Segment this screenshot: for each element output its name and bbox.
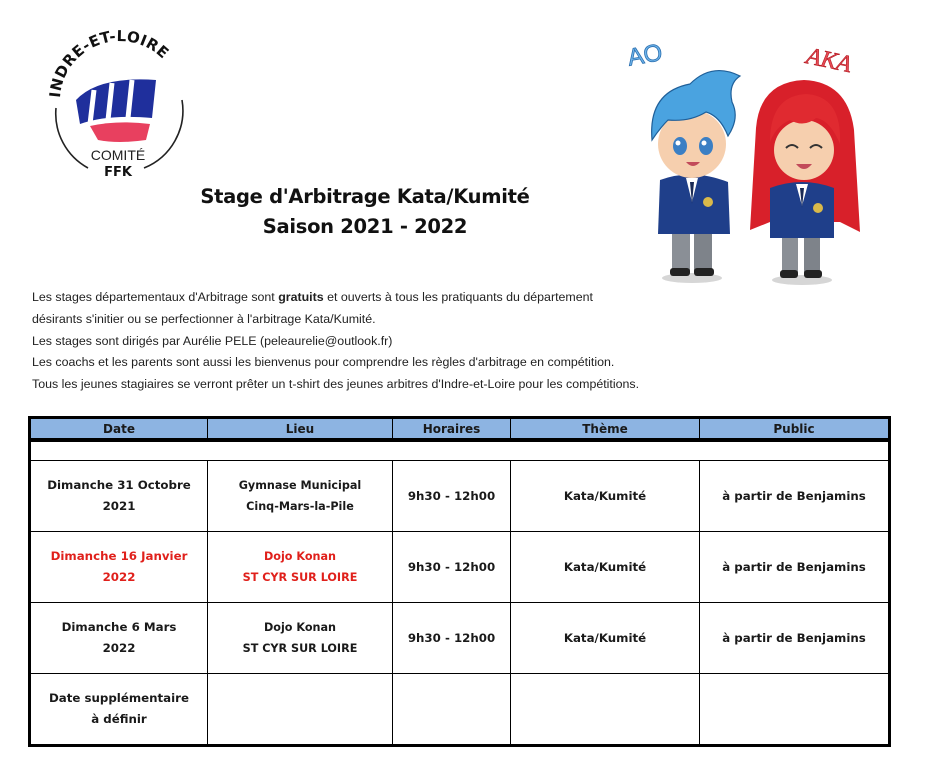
column-header-public: Public <box>700 418 890 441</box>
cell-theme: Kata/Kumité <box>511 532 700 603</box>
logo-graphic <box>38 28 198 186</box>
lieu-line-1: Dojo Konan <box>263 550 337 563</box>
cell-public: à partir de Benjamins <box>700 603 890 674</box>
logo-top-text: INDRE-ET-LOIRE <box>45 28 173 99</box>
ao-character <box>652 71 740 283</box>
lieu-line-1: Dojo Konan <box>263 621 337 634</box>
cell-theme: Kata/Kumité <box>511 461 700 532</box>
table-header-row <box>30 418 890 441</box>
date-line-2: à définir <box>91 712 147 726</box>
title-line-2: Saison 2021 - 2022 <box>262 215 468 238</box>
cell-date <box>30 603 208 674</box>
intro-line-5: Tous les jeunes stagiaires se verront prêter un t-shirt des jeunes arbitres d'Indre-et-Loire pour les compétitions. <box>32 377 640 392</box>
cell-lieu <box>208 603 393 674</box>
referees-illustration <box>620 32 880 290</box>
intro-line-1-start: Les stages départementaux d'Arbitrage sont <box>32 290 279 304</box>
fist-icon <box>76 79 156 142</box>
date-line-1: Dimanche 31 Octobre <box>47 478 191 492</box>
intro-line-1 <box>32 287 732 309</box>
cell-horaires: 9h30 - 12h00 <box>393 461 511 532</box>
lieu-line-1: Gymnase Municipal <box>238 479 362 492</box>
column-header-date: Date <box>30 418 208 441</box>
column-header-theme: Thème <box>511 418 700 441</box>
cell-public <box>700 674 890 746</box>
date-line-1: Dimanche 16 Janvier <box>50 549 188 563</box>
cell-theme: Kata/Kumité <box>511 603 700 674</box>
aka-label: AKA <box>804 43 854 79</box>
table-spacer-row <box>30 440 890 461</box>
cell-horaires: 9h30 - 12h00 <box>393 532 511 603</box>
intro-line-2: désirants s'initier ou se perfectionner à l'arbitrage Kata/Kumité. <box>32 311 376 326</box>
date-line-1: Date supplémentaire <box>48 691 189 705</box>
cell-date <box>30 674 208 746</box>
cell-date <box>30 461 208 532</box>
intro-bold-gratuits: gratuits <box>278 290 324 304</box>
cell-horaires <box>393 674 511 746</box>
ao-label: AO <box>625 39 665 72</box>
date-line-2: 2022 <box>102 570 136 584</box>
intro-line-1-end: et ouverts à tous les pratiquants du département <box>323 290 593 304</box>
date-line-2: 2022 <box>102 641 136 655</box>
cell-lieu <box>208 532 393 603</box>
page-title <box>160 182 570 242</box>
cell-lieu <box>208 461 393 532</box>
ao-aka-illustration <box>620 32 880 290</box>
aka-character <box>750 80 860 285</box>
cell-public: à partir de Benjamins <box>700 532 890 603</box>
date-line-1: Dimanche 6 Mars <box>61 620 177 634</box>
column-header-lieu: Lieu <box>208 418 393 441</box>
date-line-2: 2021 <box>102 499 136 513</box>
comite-ffk-logo <box>38 28 198 186</box>
table-row <box>30 674 890 746</box>
schedule-table <box>28 416 891 747</box>
lieu-line-2: ST CYR SUR LOIRE <box>242 571 358 584</box>
intro-line-3: Les stages sont dirigés par Aurélie PELE (peleaurelie@outlook.fr) <box>32 333 393 348</box>
logo-ffk-text: FFK <box>104 165 132 180</box>
cell-public: à partir de Benjamins <box>700 461 890 532</box>
logo-comite-text: COMITÉ <box>90 147 146 163</box>
intro-line-4: Les coachs et les parents sont aussi les bienvenus pour comprendre les règles d'arbitrage en compétition. <box>32 355 615 370</box>
lieu-line-2: Cinq-Mars-la-Pile <box>246 500 354 513</box>
cell-lieu <box>208 674 393 746</box>
table-row <box>30 461 890 532</box>
table-row <box>30 603 890 674</box>
table-row <box>30 532 890 603</box>
spacer-cell <box>30 440 890 461</box>
cell-date <box>30 532 208 603</box>
cell-theme <box>511 674 700 746</box>
intro-text <box>32 287 732 396</box>
column-header-horaires: Horaires <box>393 418 511 441</box>
cell-horaires: 9h30 - 12h00 <box>393 603 511 674</box>
lieu-line-2: ST CYR SUR LOIRE <box>242 642 358 655</box>
title-line-1: Stage d'Arbitrage Kata/Kumité <box>200 185 530 208</box>
